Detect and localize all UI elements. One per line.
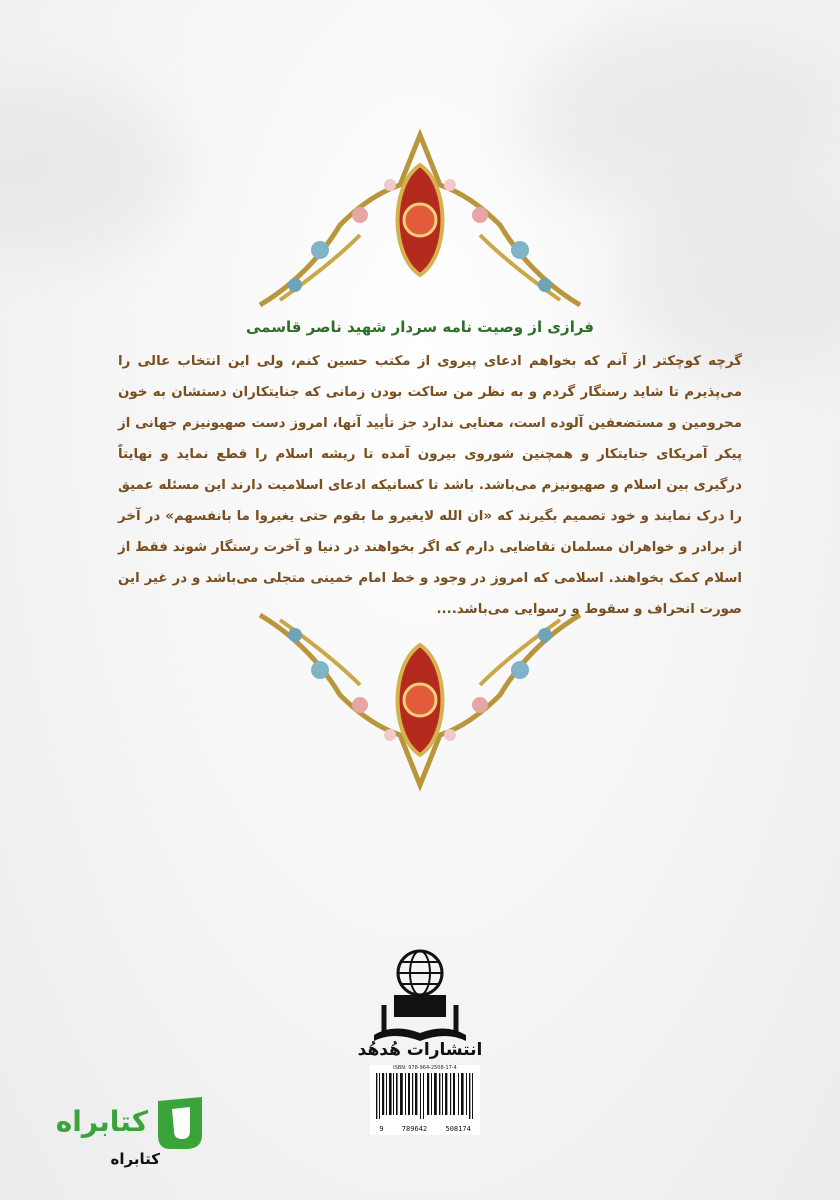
excerpt-heading: فرازی از وصیت نامه سردار شهید ناصر قاسمی — [245, 318, 594, 336]
barcode-digit-group: 789642 — [401, 1125, 428, 1133]
barcode-digits — [370, 1125, 480, 1133]
isbn-label: ISBN: 978-964-2508-17-4 — [393, 1065, 457, 1071]
isbn-barcode — [370, 1065, 480, 1135]
top-floral-ornament — [250, 125, 590, 315]
barcode-digit-group: 9 — [379, 1125, 384, 1133]
excerpt-paragraph: گرچه کوچکتر از آنم که بخواهم ادعای پیروی از مکتب حسین کنم، ولی این انتخاب عالی را می‌پذیرم تا شاید رستگار گردم و به نظر من ساکت بودن زمانی که جنایتکاران دستشان به خون محرومین و مستضعفین آلوده است، معنایی ندارد جز تأیید آنها، امروز دست صهیونیزم جهانی از پیکر آمریکای جنایتکار و همچنین شوروی بیرون آمده تا ریشه اسلام را قطع نماید و نهایتاً درگیری بین اسلام و صهیونیزم می‌باشد. باشد تا کسانیکه ادعای اسلامیت دارند این مسئله عمیق را درک نمایند و خود تصمیم بگیرند که «ان الله لایغیرو ما بقوم حتی یغیروا ما بانفسهم» در آخر از برادر و خواهران مسلمان تقاضایی دارم که اگر بخواهند در دنیا و آخرت رستگار شوند فقط از اسلام کمک بخواهند. اسلامی که امروز در وجود و خط امام خمینی متجلی می‌باشد و در غیر این صورت انحراف و سقوط و رسوایی می‌باشد.... — [118, 354, 742, 617]
publisher-name: انتشارات هُدهُد — [357, 1040, 483, 1060]
ketabrah-logo-icon — [150, 1095, 210, 1151]
watermark-sub-brand: کتابراه — [110, 1150, 160, 1168]
cloud-decoration — [0, 80, 180, 260]
barcode-digit-group: 508174 — [445, 1125, 471, 1133]
excerpt-body — [118, 346, 742, 625]
watermark-brand: کتابراه — [55, 1105, 148, 1138]
barcode-bars — [374, 1073, 476, 1119]
bottom-floral-ornament — [250, 605, 590, 795]
